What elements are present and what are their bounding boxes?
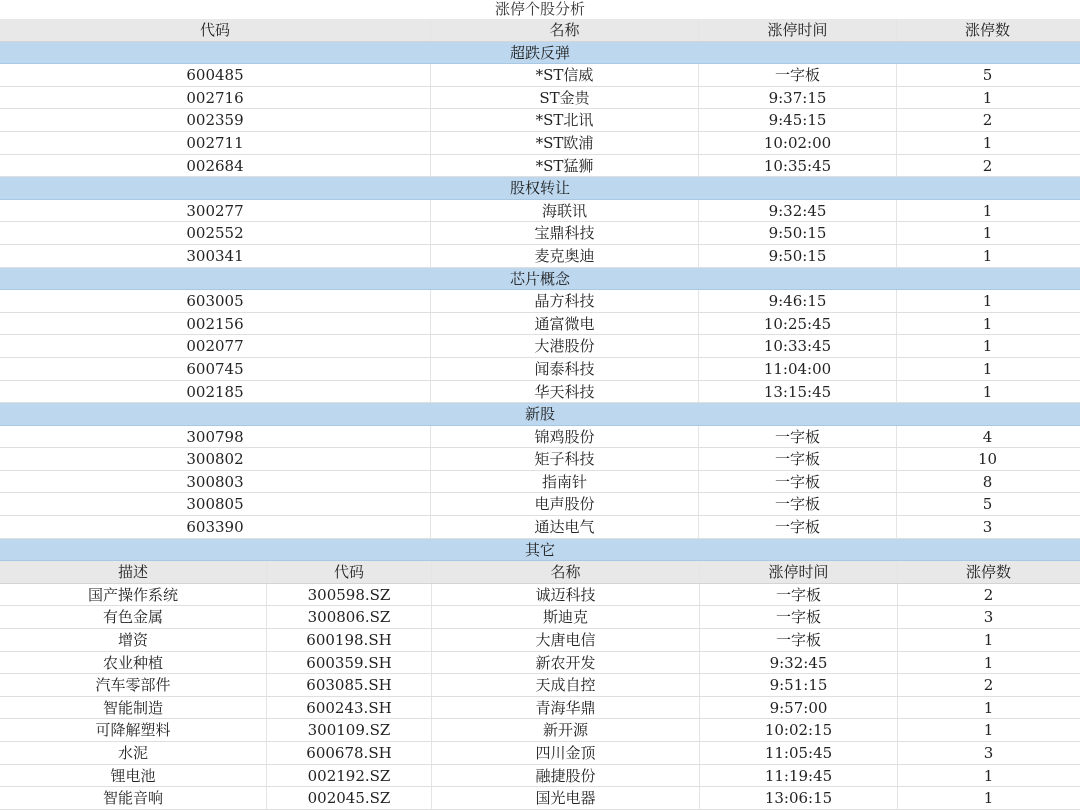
cell-name: 闻泰科技 xyxy=(430,358,698,380)
cell-limit-time: 一字板 xyxy=(698,426,896,448)
cell-description: 可降解塑料 xyxy=(95,721,171,740)
cell-limit-count: 5 xyxy=(896,64,1078,86)
table-row xyxy=(0,742,1080,765)
cell-limit-count: 2 xyxy=(897,584,1079,606)
cell-code: 002156 xyxy=(186,314,244,333)
cell-limit-count: 1 xyxy=(896,132,1078,154)
cell-limit-count: 2 xyxy=(896,109,1078,131)
cell-name: 诚迈科技 xyxy=(431,584,699,606)
cell-name: 青海华鼎 xyxy=(431,697,699,719)
cell-name: ST金贵 xyxy=(430,87,698,109)
cell-limit-count: 4 xyxy=(896,426,1078,448)
cell-limit-time: 9:46:15 xyxy=(698,290,896,312)
table-title: 涨停个股分析 xyxy=(494,0,585,18)
cell-limit-time: 一字板 xyxy=(699,629,897,651)
cell-code: 002192.SZ xyxy=(266,765,431,787)
cell-description: 智能音响 xyxy=(102,789,163,808)
cell-code: 002077 xyxy=(186,337,244,356)
table-header xyxy=(0,19,1080,42)
table-row xyxy=(0,674,1080,697)
header-name: 名称 xyxy=(431,561,699,583)
cell-limit-count: 1 xyxy=(896,222,1078,244)
table-row xyxy=(0,652,1080,675)
cell-code: 300598.SZ xyxy=(266,584,431,606)
section-header: 超跌反弹 xyxy=(0,42,1080,65)
table-row xyxy=(0,245,1080,268)
cell-name: 海联讯 xyxy=(430,200,698,222)
table-row xyxy=(0,222,1080,245)
cell-name: 新开源 xyxy=(431,719,699,741)
sections-container xyxy=(0,42,1080,539)
cell-name: 电声股份 xyxy=(430,493,698,515)
cell-name: 锦鸡股份 xyxy=(430,426,698,448)
cell-limit-time: 11:04:00 xyxy=(698,358,896,380)
header-code: 代码 xyxy=(199,21,230,39)
cell-limit-count: 1 xyxy=(897,787,1079,809)
cell-code: 002185 xyxy=(186,382,244,401)
cell-description: 锂电池 xyxy=(110,766,156,785)
cell-limit-count: 1 xyxy=(897,697,1079,719)
cell-name: 麦克奥迪 xyxy=(430,245,698,267)
cell-limit-time: 11:19:45 xyxy=(699,765,897,787)
cell-limit-count: 1 xyxy=(896,200,1078,222)
section-header: 芯片概念 xyxy=(0,268,1080,291)
cell-name: *ST欧浦 xyxy=(430,132,698,154)
table-row xyxy=(0,584,1080,607)
cell-limit-time: 9:32:45 xyxy=(699,652,897,674)
cell-name: 新农开发 xyxy=(431,652,699,674)
table-row xyxy=(0,629,1080,652)
cell-name: 通富微电 xyxy=(430,313,698,335)
cell-limit-time: 10:25:45 xyxy=(698,313,896,335)
cell-limit-time: 11:05:45 xyxy=(699,742,897,764)
cell-code: 600198.SH xyxy=(266,629,431,651)
cell-name: 通达电气 xyxy=(430,516,698,538)
cell-code: 603005 xyxy=(186,292,244,311)
cell-limit-count: 3 xyxy=(897,742,1079,764)
table-row xyxy=(0,516,1080,539)
header-code: 代码 xyxy=(266,561,431,583)
cell-limit-time: 9:51:15 xyxy=(699,674,897,696)
header-limit-time: 涨停时间 xyxy=(698,19,896,41)
table-row xyxy=(0,64,1080,87)
table-row xyxy=(0,787,1080,810)
cell-name: 斯迪克 xyxy=(431,606,699,628)
cell-limit-time: 9:37:15 xyxy=(698,87,896,109)
table-row xyxy=(0,313,1080,336)
header-limit-time: 涨停时间 xyxy=(699,561,897,583)
cell-code: 300803 xyxy=(186,472,244,491)
cell-limit-time: 9:32:45 xyxy=(698,200,896,222)
cell-name: *ST信威 xyxy=(430,64,698,86)
cell-limit-time: 一字板 xyxy=(698,516,896,538)
cell-code: 300798 xyxy=(186,427,244,446)
cell-code: 600485 xyxy=(186,66,244,85)
cell-limit-count: 2 xyxy=(897,674,1079,696)
table-row xyxy=(0,719,1080,742)
table-row xyxy=(0,87,1080,110)
cell-name: 矩子科技 xyxy=(430,448,698,470)
table-row xyxy=(0,381,1080,404)
cell-limit-time: 13:15:45 xyxy=(698,381,896,403)
cell-code: 002045.SZ xyxy=(266,787,431,809)
cell-description: 增资 xyxy=(117,631,148,650)
table-row xyxy=(0,493,1080,516)
cell-description: 水泥 xyxy=(117,744,148,762)
cell-name: 四川金顶 xyxy=(431,742,699,764)
cell-limit-time: 10:02:00 xyxy=(698,132,896,154)
cell-limit-count: 1 xyxy=(897,719,1079,741)
table-row xyxy=(0,697,1080,720)
cell-description: 农业种植 xyxy=(102,653,163,672)
table-row xyxy=(0,335,1080,358)
other-table-header xyxy=(0,561,1080,584)
cell-limit-count: 10 xyxy=(896,448,1078,470)
cell-limit-time: 9:57:00 xyxy=(699,697,897,719)
section-header: 其它 xyxy=(0,539,1080,562)
table-row xyxy=(0,109,1080,132)
table-row xyxy=(0,200,1080,223)
cell-limit-time: 一字板 xyxy=(698,64,896,86)
cell-limit-count: 1 xyxy=(897,652,1079,674)
cell-name: 大港股份 xyxy=(430,335,698,357)
cell-code: 002684 xyxy=(186,156,244,175)
cell-code: 300806.SZ xyxy=(266,606,431,628)
table-row xyxy=(0,471,1080,494)
cell-name: 指南针 xyxy=(430,471,698,493)
table-row xyxy=(0,290,1080,313)
header-name: 名称 xyxy=(430,19,698,41)
cell-name: 晶方科技 xyxy=(430,290,698,312)
table-row xyxy=(0,606,1080,629)
table-row xyxy=(0,426,1080,449)
cell-limit-time: 一字板 xyxy=(699,584,897,606)
cell-limit-time: 一字板 xyxy=(699,606,897,628)
cell-code: 300805 xyxy=(186,495,244,514)
cell-name: 华天科技 xyxy=(430,381,698,403)
cell-code: 002359 xyxy=(186,111,244,130)
cell-name: *ST北讯 xyxy=(430,109,698,131)
header-limit-count: 涨停数 xyxy=(897,561,1079,583)
cell-code: 300277 xyxy=(186,201,244,220)
cell-code: 300341 xyxy=(186,246,244,265)
table-row xyxy=(0,358,1080,381)
section-header: 股权转让 xyxy=(0,177,1080,200)
cell-limit-count: 1 xyxy=(896,87,1078,109)
cell-description: 国产操作系统 xyxy=(87,585,178,604)
cell-code: 300109.SZ xyxy=(266,719,431,741)
cell-limit-time: 10:35:45 xyxy=(698,155,896,177)
cell-code: 600359.SH xyxy=(266,652,431,674)
cell-code: 600678.SH xyxy=(266,742,431,764)
cell-name: 天成自控 xyxy=(431,674,699,696)
cell-limit-time: 一字板 xyxy=(698,493,896,515)
cell-description: 汽车零部件 xyxy=(95,676,171,695)
cell-limit-count: 2 xyxy=(896,155,1078,177)
cell-limit-time: 10:02:15 xyxy=(699,719,897,741)
cell-name: *ST猛狮 xyxy=(430,155,698,177)
cell-limit-count: 1 xyxy=(896,290,1078,312)
table-row xyxy=(0,765,1080,788)
cell-code: 600243.SH xyxy=(266,697,431,719)
cell-limit-count: 3 xyxy=(897,606,1079,628)
cell-code: 603085.SH xyxy=(266,674,431,696)
cell-code: 002716 xyxy=(186,88,244,107)
cell-code: 603390 xyxy=(186,518,244,537)
table-row xyxy=(0,448,1080,471)
cell-limit-count: 1 xyxy=(896,313,1078,335)
header-description: 描述 xyxy=(117,563,148,582)
cell-name: 国光电器 xyxy=(431,787,699,809)
cell-code: 300802 xyxy=(186,450,244,469)
cell-limit-count: 3 xyxy=(896,516,1078,538)
cell-limit-count: 1 xyxy=(896,335,1078,357)
cell-limit-count: 1 xyxy=(896,381,1078,403)
cell-limit-count: 1 xyxy=(897,629,1079,651)
cell-name: 融捷股份 xyxy=(431,765,699,787)
cell-limit-time: 10:33:45 xyxy=(698,335,896,357)
cell-limit-count: 5 xyxy=(896,493,1078,515)
cell-limit-time: 13:06:15 xyxy=(699,787,897,809)
cell-limit-time: 9:50:15 xyxy=(698,222,896,244)
cell-limit-time: 9:45:15 xyxy=(698,109,896,131)
cell-limit-time: 一字板 xyxy=(698,471,896,493)
cell-limit-time: 9:50:15 xyxy=(698,245,896,267)
section-header: 新股 xyxy=(0,403,1080,426)
cell-name: 大唐电信 xyxy=(431,629,699,651)
cell-code: 600745 xyxy=(186,359,244,378)
cell-code: 002711 xyxy=(186,133,244,152)
cell-description: 智能制造 xyxy=(102,698,163,717)
other-section xyxy=(0,539,1080,810)
cell-code: 002552 xyxy=(186,224,244,243)
cell-limit-count: 1 xyxy=(897,765,1079,787)
cell-limit-time: 一字板 xyxy=(698,448,896,470)
cell-limit-count: 1 xyxy=(896,245,1078,267)
cell-description: 有色金属 xyxy=(102,608,163,627)
table-row xyxy=(0,155,1080,178)
cell-name: 宝鼎科技 xyxy=(430,222,698,244)
cell-limit-count: 8 xyxy=(896,471,1078,493)
header-limit-count: 涨停数 xyxy=(896,19,1078,41)
cell-limit-count: 1 xyxy=(896,358,1078,380)
table-row xyxy=(0,132,1080,155)
